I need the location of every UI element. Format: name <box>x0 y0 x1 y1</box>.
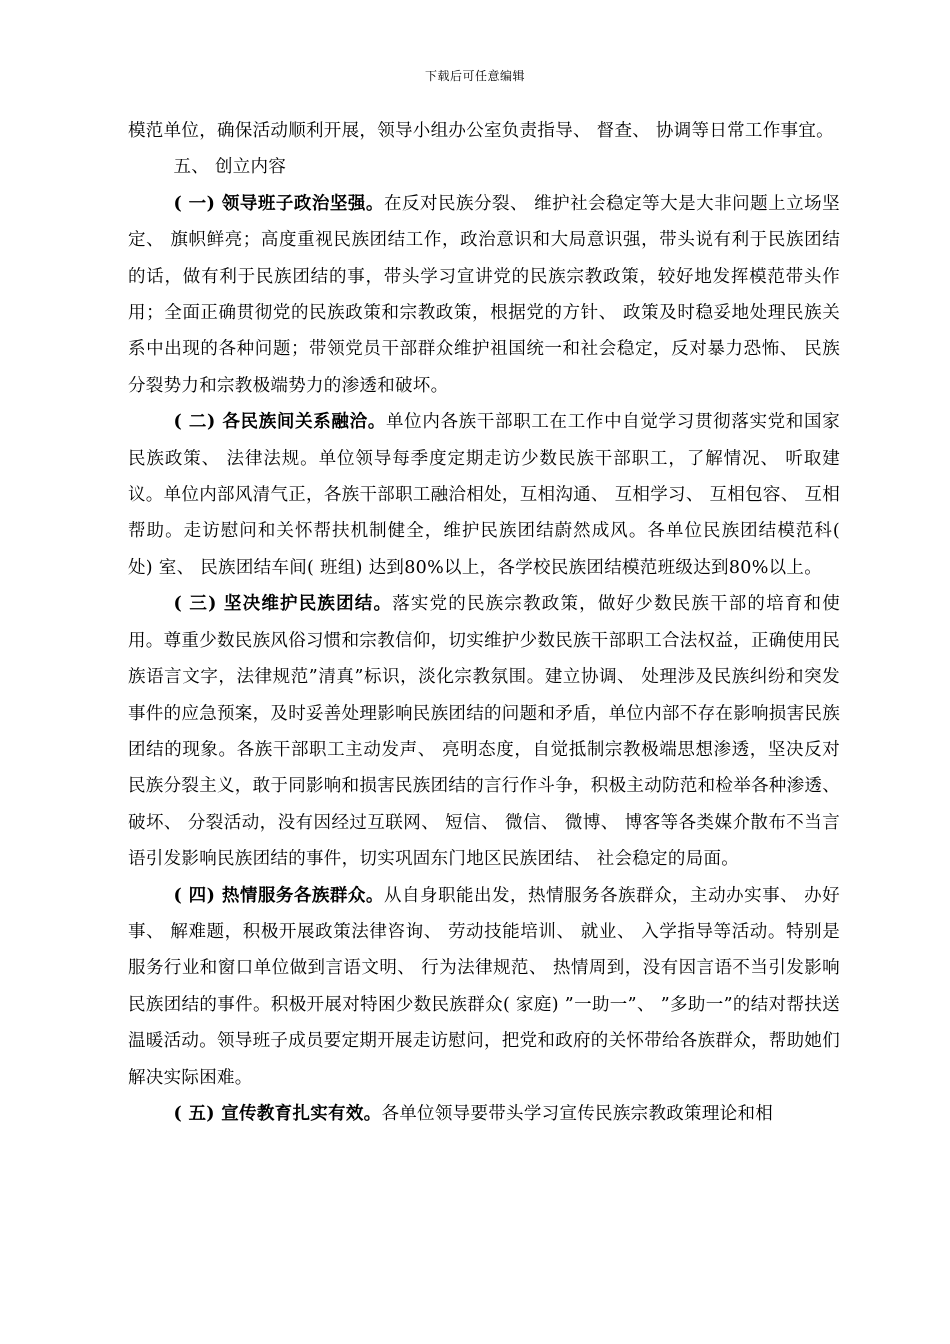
paragraph-text: 从自身职能出发，热情服务各族群众，主动办实事、 办好事、 解难题，积极开展政策法律咨询、 劳动技能培训、 就业、 入学指导等活动。特别是服务行业和窗口单位做到言语文明、 行为法律规范、 热情周到，没有因言语不当引发影响民族团结的事件。积极开展对特困少数民族群众( 家庭) ”一助一”、 ”多助一”的结对帮扶送温暖活动。领导班子成员要定期开展走访慰问，把党和政府的关怀带给各族群众，帮助她们解决实际困难。 <box>128 885 840 1088</box>
paragraph <box>128 113 840 149</box>
paragraph <box>128 404 840 586</box>
paragraph <box>128 586 840 877</box>
paragraph-text: 单位内各族干部职工在工作中自觉学习贯彻落实党和国家民族政策、 法律法规。单位领导每季度定期走访少数民族干部职工，了解情况、 听取建议。单位内部风清气正，各族干部职工融洽相处，互相沟通、 互相学习、 互相包容、 互相帮助。走访慰问和关怀帮扶机制健全，维护民族团结蔚然成风。各单位民族团结模范科( 处) 室、 民族团结车间( 班组) 达到80%以上，各学校民族团结模范班级达到80%以上。 <box>128 412 840 578</box>
paragraph-lead: ( 二) 各民族间关系融洽。 <box>173 412 386 433</box>
paragraph-text: 各单位领导要带头学习宣传民族宗教政策理论和相 <box>381 1103 774 1124</box>
paragraph-lead: ( 五) 宣传教育扎实有效。 <box>173 1103 382 1124</box>
document-body <box>128 113 840 1132</box>
section-heading-text: 五、 创立内容 <box>173 157 287 178</box>
paragraph-lead: ( 四) 热情服务各族群众。 <box>173 885 384 906</box>
section-heading <box>128 149 840 185</box>
paragraph-text: 落实党的民族宗教政策，做好少数民族干部的培育和使用。尊重少数民族风俗习惯和宗教信仰，切实维护少数民族干部职工合法权益，正确使用民族语言文字，法律规范”清真”标识，淡化宗教氛围。建立协调、 处理涉及民族纠纷和突发事件的应急预案，及时妥善处理影响民族团结的问题和矛盾，单位内部不存在影响损害民族团结的现象。各族干部职工主动发声、 亮明态度，自觉抵制宗教极端思想渗透，坚决反对民族分裂主义，敢于同影响和损害民族团结的言行作斗争，积极主动防范和检举各种渗透、 破坏、 分裂活动，没有因经过互联网、 短信、 微信、 微博、 博客等各类媒介散布不当言语引发影响民族团结的事件，切实巩固东门地区民族团结、 社会稳定的局面。 <box>128 594 840 870</box>
paragraph-text: 模范单位，确保活动顺利开展，领导小组办公室负责指导、 督查、 协调等日常工作事宜。 <box>128 121 834 141</box>
paragraph <box>128 878 840 1096</box>
paragraph-lead: ( 一) 领导班子政治坚强。 <box>173 193 384 214</box>
page-header: 下载后可任意编辑 <box>424 69 525 83</box>
paragraph-text: 在反对民族分裂、 维护社会稳定等大是大非问题上立场坚定、 旗帜鲜亮；高度重视民族团结工作，政治意识和大局意识强，带头说有利于民族团结的话，做有利于民族团结的事，带头学习宣讲党的民族宗教政策，较好地发挥模范带头作用；全面正确贯彻党的民族政策和宗教政策，根据党的方针、 政策及时稳妥地处理民族关系中出现的各种问题；带领党员干部群众维护祖国统一和社会稳定，反对暴力恐怖、 民族分裂势力和宗教极端势力的渗透和破坏。 <box>128 193 840 396</box>
paragraph-lead: ( 三) 坚决维护民族团结。 <box>173 594 393 615</box>
paragraph <box>128 1096 840 1132</box>
paragraph <box>128 186 840 404</box>
